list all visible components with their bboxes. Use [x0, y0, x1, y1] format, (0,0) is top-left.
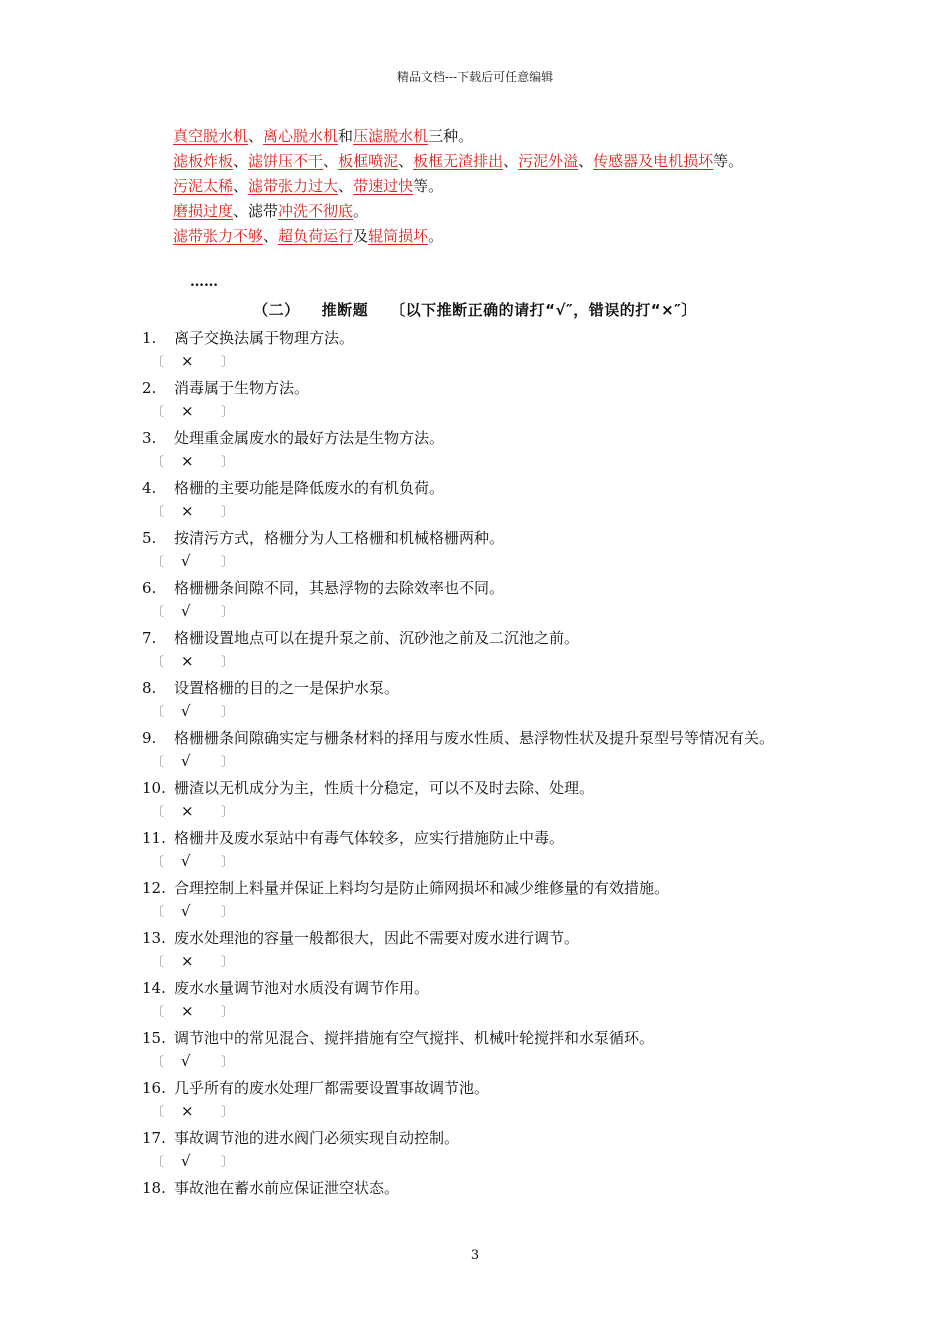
bracket-close: 〕 — [221, 555, 235, 570]
question-item — [142, 376, 822, 400]
answer-bracket — [142, 550, 822, 576]
question-item — [142, 526, 822, 550]
question-number: 6. — [142, 579, 157, 597]
answer-term: 离心脱水机 — [263, 127, 339, 145]
question-text: 废水处理池的容量一般都很大，因此不需要对废水进行调节。 — [174, 929, 580, 947]
answer-term: 超负荷运行 — [278, 227, 354, 245]
question-text: 几乎所有的废水处理厂都需要设置事故调节池。 — [174, 1079, 490, 1097]
answer-term: 滤板炸板 — [173, 152, 234, 170]
question-item — [142, 1176, 822, 1200]
answer-connector: 。 — [428, 227, 444, 245]
question-text: 格栅栅条间隙不同，其悬浮物的去除效率也不同。 — [174, 579, 505, 597]
question-text: 调节池中的常见混合、搅拌措施有空气搅拌、机械叶轮搅拌和水泵循环。 — [174, 1029, 655, 1047]
question-number: 4. — [142, 479, 157, 497]
cross-mark: × — [181, 452, 194, 470]
bracket-open: 〔 — [151, 855, 165, 870]
bracket-close: 〕 — [221, 355, 235, 370]
cross-mark: × — [181, 952, 194, 970]
bracket-open: 〔 — [151, 1005, 165, 1020]
bracket-open: 〔 — [151, 705, 165, 720]
answer-bracket — [142, 600, 822, 626]
bracket-close: 〕 — [221, 605, 235, 620]
bracket-open: 〔 — [151, 1105, 165, 1120]
section-instruction: 〔以下推断正确的请打“√″，错误的打“×″〕 — [390, 301, 697, 319]
bracket-close: 〕 — [221, 1055, 235, 1070]
answer-connector: 三种。 — [428, 127, 474, 145]
answer-bracket — [142, 850, 822, 876]
answer-connector: 、 — [503, 152, 519, 170]
answer-bracket — [142, 450, 822, 476]
answer-bracket — [142, 900, 822, 926]
bracket-open: 〔 — [151, 905, 165, 920]
check-mark: √ — [181, 552, 191, 570]
question-item — [142, 626, 822, 650]
section-number: （二） — [253, 301, 300, 319]
answer-bracket — [142, 500, 822, 526]
question-number: 1. — [142, 329, 157, 347]
check-mark: √ — [181, 702, 191, 720]
question-text: 处理重金属废水的最好方法是生物方法。 — [174, 429, 445, 447]
answer-connector: 、 — [248, 127, 264, 145]
question-item — [142, 676, 822, 700]
question-text: 格栅的主要功能是降低废水的有机负荷。 — [174, 479, 445, 497]
answer-term: 污泥外溢 — [518, 152, 579, 170]
bracket-open: 〔 — [151, 355, 165, 370]
question-item — [142, 1026, 822, 1050]
question-number: 18. — [142, 1179, 166, 1197]
answer-term: 污泥太稀 — [173, 177, 234, 195]
question-item — [142, 326, 822, 350]
bracket-open: 〔 — [151, 655, 165, 670]
question-item — [142, 426, 822, 450]
answer-connector: 及 — [353, 227, 369, 245]
question-item — [142, 576, 822, 600]
bracket-close: 〕 — [221, 855, 235, 870]
question-text: 事故池在蓄水前应保证泄空状态。 — [174, 1179, 400, 1197]
question-number: 14. — [142, 979, 166, 997]
section-title — [0, 299, 950, 320]
bracket-close: 〕 — [221, 405, 235, 420]
question-number: 16. — [142, 1079, 166, 1097]
answer-term: 滤带张力不够 — [173, 227, 264, 245]
question-text: 格栅井及废水泵站中有毒气体较多，应实行措施防止中毒。 — [174, 829, 565, 847]
question-item — [142, 776, 822, 800]
bracket-close: 〕 — [221, 655, 235, 670]
check-mark: √ — [181, 902, 191, 920]
answer-bracket — [142, 950, 822, 976]
bracket-close: 〕 — [221, 905, 235, 920]
answer-connector: 、 — [398, 152, 414, 170]
bracket-open: 〔 — [151, 1055, 165, 1070]
answer-connector: 、 — [233, 177, 249, 195]
question-text: 事故调节池的进水阀门必须实现自动控制。 — [174, 1129, 460, 1147]
answer-term: 真空脱水机 — [173, 127, 249, 145]
question-number: 2. — [142, 379, 157, 397]
answer-line — [173, 149, 873, 174]
answer-connector: 、 — [338, 177, 354, 195]
question-text: 废水水量调节池对水质没有调节作用。 — [174, 979, 430, 997]
bracket-close: 〕 — [221, 755, 235, 770]
bracket-close: 〕 — [221, 1105, 235, 1120]
answer-term: 传感器及电机损坏 — [593, 152, 714, 170]
answer-term: 压滤脱水机 — [353, 127, 429, 145]
question-number: 5. — [142, 529, 157, 547]
answer-term: 滤饼压不干 — [248, 152, 324, 170]
question-item — [142, 876, 822, 900]
answer-bracket — [142, 650, 822, 676]
section-name: 推断题 — [321, 301, 369, 319]
bracket-close: 〕 — [221, 805, 235, 820]
answer-term: 冲洗不彻底 — [278, 202, 354, 220]
question-item — [142, 1076, 822, 1100]
question-number: 17. — [142, 1129, 166, 1147]
answer-term: 磨损过度 — [173, 202, 234, 220]
bracket-open: 〔 — [151, 955, 165, 970]
check-mark: √ — [181, 602, 191, 620]
cross-mark: × — [181, 1002, 194, 1020]
answer-connector: 、 — [578, 152, 594, 170]
question-item — [142, 826, 822, 850]
answer-bracket — [142, 1150, 822, 1176]
bracket-open: 〔 — [151, 605, 165, 620]
bracket-open: 〔 — [151, 755, 165, 770]
bracket-close: 〕 — [221, 705, 235, 720]
answer-connector: 、滤带 — [233, 202, 279, 220]
question-list — [142, 326, 822, 1200]
bracket-open: 〔 — [151, 1155, 165, 1170]
cross-mark: × — [181, 652, 194, 670]
answer-line — [173, 224, 873, 249]
answer-bracket — [142, 1050, 822, 1076]
question-text: 设置格栅的目的之一是保护水泵。 — [174, 679, 400, 697]
question-number: 8. — [142, 679, 157, 697]
answer-bracket — [142, 400, 822, 426]
answer-connector: 、 — [233, 152, 249, 170]
answer-connector: 。 — [353, 202, 369, 220]
answer-line — [173, 199, 873, 224]
question-text: 格栅栅条间隙确实定与栅条材料的择用与废水性质、悬浮物性状及提升泵型号等情况有关。 — [174, 729, 775, 747]
question-number: 10. — [142, 779, 166, 797]
answer-term: 板框无渣排出 — [413, 152, 504, 170]
answer-term: 带速过快 — [353, 177, 414, 195]
answer-connector: 、 — [263, 227, 279, 245]
bracket-open: 〔 — [151, 805, 165, 820]
bracket-open: 〔 — [151, 555, 165, 570]
question-item — [142, 1126, 822, 1150]
answer-bracket — [142, 800, 822, 826]
answer-connector: 和 — [338, 127, 354, 145]
bracket-close: 〕 — [221, 1005, 235, 1020]
question-number: 9. — [142, 729, 157, 747]
question-number: 11. — [142, 829, 166, 847]
answer-connector: 、 — [323, 152, 339, 170]
ellipsis: …… — [190, 274, 218, 290]
answer-bracket — [142, 1100, 822, 1126]
bracket-close: 〕 — [221, 505, 235, 520]
answer-term: 辊筒损坏 — [368, 227, 429, 245]
question-number: 3. — [142, 429, 157, 447]
answer-connector: 等。 — [713, 152, 744, 170]
answer-bracket — [142, 750, 822, 776]
question-text: 合理控制上料量并保证上料均匀是防止筛网损坏和减少维修量的有效措施。 — [174, 879, 670, 897]
cross-mark: × — [181, 1102, 194, 1120]
question-item — [142, 476, 822, 500]
bracket-close: 〕 — [221, 1155, 235, 1170]
cross-mark: × — [181, 802, 194, 820]
question-number: 13. — [142, 929, 166, 947]
page-number: 3 — [470, 1248, 480, 1263]
answer-bracket — [142, 350, 822, 376]
question-text: 格栅设置地点可以在提升泵之前、沉砂池之前及二沉池之前。 — [174, 629, 580, 647]
answer-bracket — [142, 1000, 822, 1026]
answer-line — [173, 124, 873, 149]
bracket-close: 〕 — [221, 455, 235, 470]
question-text: 栅渣以无机成分为主，性质十分稳定，可以不及时去除、处理。 — [174, 779, 595, 797]
question-item — [142, 926, 822, 950]
question-number: 15. — [142, 1029, 166, 1047]
question-text: 消毒属于生物方法。 — [174, 379, 310, 397]
answer-term: 滤带张力过大 — [248, 177, 339, 195]
check-mark: √ — [181, 1152, 191, 1170]
cross-mark: × — [181, 402, 194, 420]
question-number: 12. — [142, 879, 166, 897]
question-item — [142, 726, 822, 750]
answer-bracket — [142, 700, 822, 726]
bracket-open: 〔 — [151, 455, 165, 470]
question-item — [142, 976, 822, 1000]
page-header: 精品文档---下载后可任意编辑 — [396, 70, 554, 84]
question-text: 离子交换法属于物理方法。 — [174, 329, 355, 347]
question-text: 按清污方式，格栅分为人工格栅和机械格栅两种。 — [174, 529, 505, 547]
check-mark: √ — [181, 752, 191, 770]
answer-line — [173, 174, 873, 199]
answer-lines — [173, 124, 873, 249]
bracket-open: 〔 — [151, 405, 165, 420]
answer-connector: 等。 — [413, 177, 444, 195]
answer-term: 板框喷泥 — [338, 152, 399, 170]
check-mark: √ — [181, 1052, 191, 1070]
cross-mark: × — [181, 502, 194, 520]
bracket-open: 〔 — [151, 505, 165, 520]
check-mark: √ — [181, 852, 191, 870]
bracket-close: 〕 — [221, 955, 235, 970]
cross-mark: × — [181, 352, 194, 370]
question-number: 7. — [142, 629, 157, 647]
